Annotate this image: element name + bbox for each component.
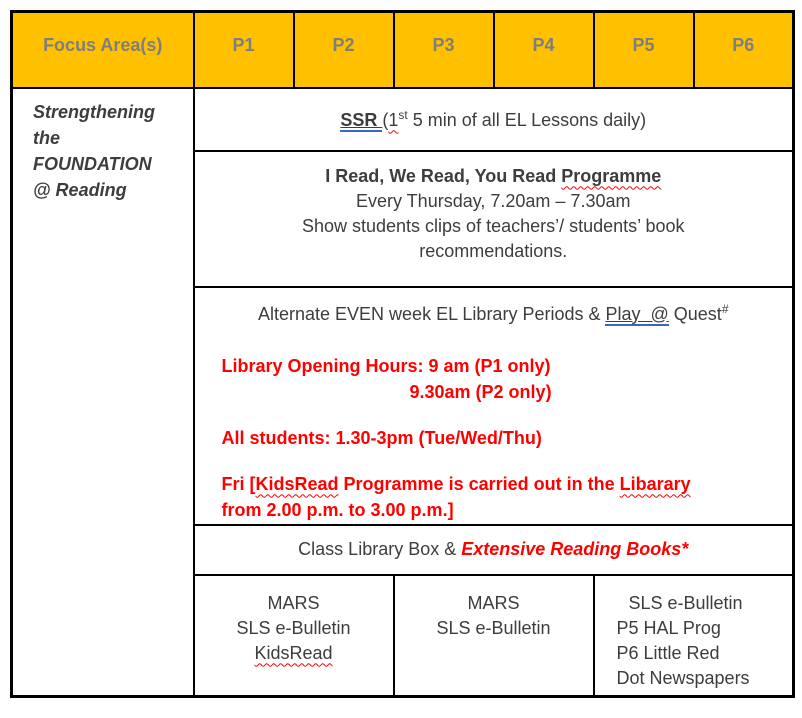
header-p5: P5 (594, 12, 694, 88)
header-p1: P1 (194, 12, 294, 88)
classbox-cell (194, 525, 794, 575)
ssr-cell (194, 88, 794, 151)
all-students-line: All students: 1.30-3pm (Tue/Wed/Thu) (221, 427, 542, 448)
iread-cell (194, 151, 794, 287)
resource-item: MARS (467, 592, 520, 613)
iread-title: I Read, We Read, You Read Programme (325, 165, 662, 186)
focus-area-table (10, 10, 795, 698)
focus-line: @ Reading (33, 179, 127, 200)
resource-misspelled-word: KidsRead (254, 642, 333, 663)
ssr-link[interactable]: SSR (340, 109, 383, 130)
classbox-text: Class Library Box & (298, 539, 462, 559)
header-p3: P3 (394, 12, 494, 88)
resource-item: MARS (267, 592, 320, 613)
friday-note: Fri [KidsRead Programme is carried out in the Libarary from 2.00 p.m. to 3.00 p.m.] (221, 473, 691, 520)
fri-misspelled-word: Libarary (619, 473, 691, 494)
iread-description: Show students clips of teachers’/ students’ book (301, 215, 685, 236)
header-focus-areas: Focus Area(s) (12, 12, 194, 88)
focus-area-cell (12, 88, 194, 697)
resources-cell-p1-p2 (194, 575, 394, 697)
resource-item (196, 641, 392, 666)
resource-item: SLS e-Bulletin (436, 617, 551, 638)
resource-item: P5 HAL Prog (616, 617, 721, 638)
iread-description: recommendations. (419, 240, 568, 261)
document-page (10, 10, 795, 698)
resources-cell-p5-p6 (594, 575, 794, 697)
fri-misspelled-word: KidsRead (255, 473, 339, 494)
iread-schedule: Every Thursday, 7.20am – 7.30am (356, 190, 631, 211)
ssr-misspelled-word: 1 (388, 109, 399, 130)
resource-item: SLS e-Bulletin (236, 617, 351, 638)
library-cell (194, 287, 794, 525)
resource-item: Dot Newspapers (616, 667, 750, 688)
extensive-reading-emphasis: Extensive Reading Books* (461, 539, 689, 559)
focus-line: Strengthening (33, 101, 155, 122)
ssr-text: ( (382, 109, 389, 130)
resource-item: SLS e-Bulletin (628, 592, 743, 613)
footnote-superscript: # (721, 301, 729, 316)
resources-cell-p3-p4 (394, 575, 594, 697)
focus-line: the (33, 127, 60, 148)
resource-item: P6 Little Red (616, 642, 720, 663)
focus-line: FOUNDATION (33, 153, 152, 174)
header-p2: P2 (294, 12, 394, 88)
header-p4: P4 (494, 12, 594, 88)
play-quest-link[interactable]: Play @ (605, 303, 669, 324)
header-p6: P6 (694, 12, 794, 88)
library-opening-hours: Library Opening Hours: 9 am (P1 only) 9.30am (P2 only) (221, 355, 552, 402)
ssr-row (12, 88, 794, 151)
ordinal-superscript: st (398, 107, 408, 122)
library-intro: Alternate EVEN week EL Library Periods & Play @ Quest# (257, 301, 729, 324)
header-row (12, 12, 794, 88)
iread-misspelled-word: Programme (561, 165, 662, 186)
ssr-text-rest: 5 min of all EL Lessons daily) (407, 109, 647, 130)
